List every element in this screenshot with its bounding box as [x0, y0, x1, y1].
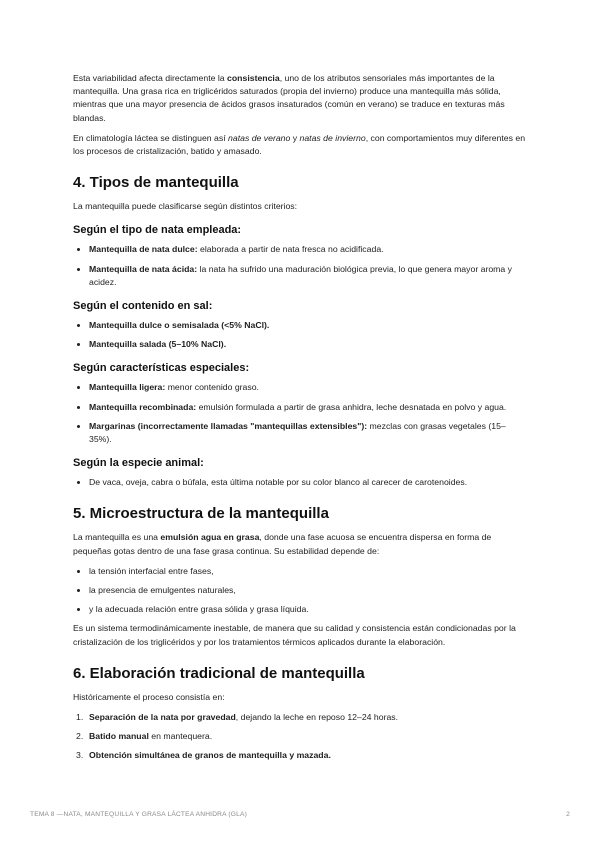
list-nata-type: [73, 243, 528, 289]
list-salt-content: [73, 319, 528, 351]
page-content: [73, 72, 528, 769]
subheading-animal-species: Según la especie animal:: [73, 457, 204, 470]
section-4-lead: La mantequilla puede clasificarse según distintos criterios:: [73, 201, 298, 212]
section-5-paragraph-instability: Es un sistema termodinámicamente inestable, de manera que su calidad y consistencia están condicionadas por la cristalización de los triglicéridos y por los tratamientos térmicos aplicados durante la elaboración.: [73, 623, 516, 647]
subheading-nata-type: Según el tipo de nata empleada:: [73, 224, 242, 237]
list-item: 3. Obtención simultánea de granos de mantequilla y mazada.: [76, 750, 331, 761]
list-item: Mantequilla recombinada: emulsión formulada a partir de grasa anhidra, leche desnatada en polvo y agua.: [73, 401, 528, 414]
section-5-heading: 5. Microestructura de la mantequilla: [73, 505, 329, 523]
list-process-steps: [73, 711, 528, 763]
subheading-special-features: Según características especiales:: [73, 362, 250, 375]
list-item: 2. Batido manual en mantequera.: [76, 731, 213, 742]
subheading-salt-content: Según el contenido en sal:: [73, 300, 213, 313]
list-item: la tensión interfacial entre fases,: [73, 565, 528, 578]
list-item: Mantequilla de nata dulce: elaborada a partir de nata fresca no acidificada.: [73, 243, 528, 256]
list-item: la presencia de emulgentes naturales,: [73, 584, 528, 597]
list-item: Mantequilla salada (5–10% NaCl).: [73, 338, 528, 351]
intro-paragraph-climatology: En climatología láctea se distinguen así natas de verano y natas de invierno, con comportamientos muy diferentes en los procesos de cristalización, batido y amasado.: [73, 132, 526, 157]
list-stability-factors: [73, 565, 528, 617]
list-item: Margarinas (incorrectamente llamadas "mantequillas extensibles"): mezclas con grasas vegetales (15–35%).: [73, 420, 528, 446]
list-item: 1. Separación de la nata por gravedad, dejando la leche en reposo 12–24 horas.: [76, 712, 399, 723]
section-4-heading: 4. Tipos de mantequilla: [73, 174, 239, 192]
list-item: y la adecuada relación entre grasa sólida y grasa líquida.: [73, 603, 528, 616]
section-5-paragraph-emulsion: La mantequilla es una emulsión agua en grasa, donde una fase acuosa se encuentra dispersa en forma de pequeñas gotas dentro de una fase grasa continua. Su estabilidad depende de:: [73, 532, 492, 556]
page-number: 2: [566, 811, 570, 818]
section-6-lead: Históricamente el proceso consistía en:: [73, 691, 225, 702]
list-item: Mantequilla dulce o semisalada (<5% NaCl).: [73, 319, 528, 332]
list-item: Mantequilla ligera: menor contenido graso.: [73, 381, 528, 394]
list-item: De vaca, oveja, cabra o búfala, esta última notable por su color blanco al carecer de carotenoides.: [73, 476, 528, 489]
page-footer: [30, 811, 570, 818]
footer-title: TEMA 8 —NATA, MANTEQUILLA Y GRASA LÁCTEA ANHIDRA (GLA): [30, 811, 247, 818]
list-animal-species: [73, 476, 528, 489]
section-6-heading: 6. Elaboración tradicional de mantequilla: [73, 664, 365, 682]
list-special-features: [73, 381, 528, 446]
list-item: Mantequilla de nata ácida: la nata ha sufrido una maduración biológica previa, lo que genera mayor aroma y acidez.: [73, 263, 528, 289]
intro-paragraph-consistency: Esta variabilidad afecta directamente la consistencia, uno de los atributos sensoriales más importantes de la mantequilla. Una grasa rica en triglicéridos saturados (propia del invierno) produce una mantequilla más sólida, mientras que una mayor presencia de ácidos grasos insaturados (común en verano) se traduce en texturas más blandas.: [73, 73, 505, 123]
